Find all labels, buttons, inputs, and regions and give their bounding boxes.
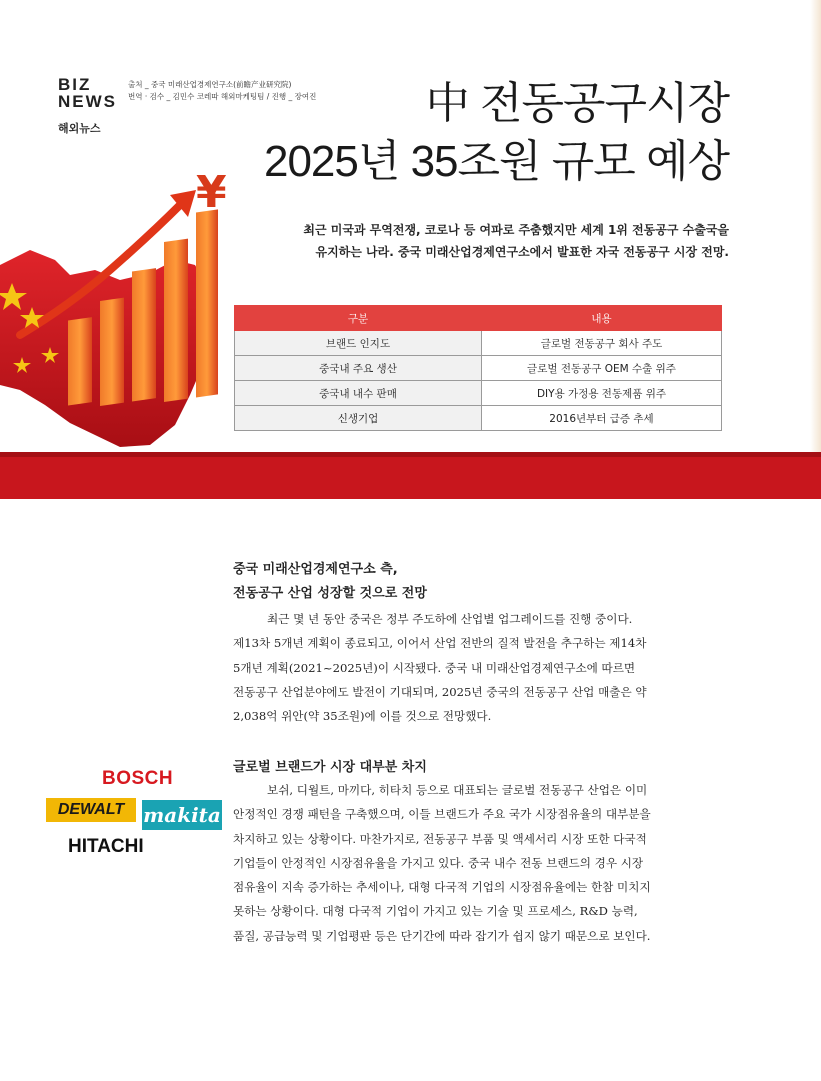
growth-bar-3 — [132, 268, 156, 401]
table-cell: 중국내 주요 생산 — [235, 356, 482, 381]
biz-label: BIZ — [58, 75, 92, 94]
body-line: 품질, 공급능력 및 기업평판 등은 단기간에 따라 잡기가 쉽지 않기 때문으로 보인다. — [233, 928, 651, 943]
headline-line1: 中 전동공구시장 — [425, 79, 729, 128]
credit-source: 출처 _ 중국 미래산업경제연구소(前瞻产业研究院) — [128, 80, 292, 89]
red-divider-band — [0, 452, 821, 499]
table-header-category: 구분 — [235, 306, 482, 331]
body-line: 제13차 5개년 계획이 종료되고, 이어서 산업 전반의 질적 발전을 추구하는 제14차 — [233, 636, 647, 651]
body-line: 보쉬, 디월트, 마끼다, 히타치 등으로 대표되는 글로벌 전동공구 산업은 이미 — [267, 783, 648, 797]
body-line: 2,038억 위안(약 35조원)에 이를 것으로 전망했다. — [233, 709, 492, 724]
page-edge-shade — [810, 0, 821, 452]
bosch-logo: BOSCH — [102, 768, 174, 789]
section1-heading-line1: 중국 미래산업경제연구소 측, — [233, 562, 398, 577]
table-cell: 브랜드 인지도 — [235, 331, 482, 356]
table-row — [235, 356, 722, 381]
china-growth-illustration — [0, 165, 232, 465]
table-row — [235, 406, 722, 431]
growth-bar-5 — [196, 209, 218, 397]
table-row — [235, 381, 722, 406]
headline-line2: 2025년 35조원 규모 예상 — [263, 137, 729, 186]
body-line: 기업들이 안정적인 시장점유율을 가지고 있다. 중국 내수 전동 브랜드의 경우 시장 — [233, 855, 644, 870]
body-line: 못하는 상황이다. 대형 다국적 기업이 가지고 있는 기술 및 프로세스, R&D 능력, — [233, 904, 638, 919]
body-line: 최근 몇 년 동안 중국은 정부 주도하에 산업별 업그레이드를 진행 중이다. — [267, 612, 633, 626]
section2-heading: 글로벌 브랜드가 시장 대부분 차지 — [233, 760, 427, 775]
table-cell: 2016년부터 급증 추세 — [482, 406, 722, 431]
body-line: 5개년 계획(2021~2025년)이 시작됐다. 중국 내 미래산업경제연구소에 따르면 — [233, 660, 636, 675]
dewalt-logo: DEWALT — [46, 798, 136, 822]
table-cell: 글로벌 전동공구 OEM 수출 위주 — [482, 356, 722, 381]
summary-table — [234, 305, 722, 431]
table-cell: 신생기업 — [235, 406, 482, 431]
lead-line2: 유지하는 나라. 중국 미래산업경제연구소에서 발표한 자국 전동공구 시장 전망. — [315, 245, 729, 259]
section1-body — [233, 607, 713, 728]
body-line: 전동공구 산업분야에도 발전이 기대되며, 2025년 중국의 전동공구 산업 매출은 약 — [233, 684, 647, 699]
table-cell: 중국내 내수 판매 — [235, 381, 482, 406]
section2-body — [233, 778, 713, 948]
table-header-row — [235, 306, 722, 331]
table-cell: 글로벌 전동공구 회사 주도 — [482, 331, 722, 356]
growth-bar-1 — [68, 317, 92, 405]
news-label: NEWS — [58, 92, 117, 111]
lead-line1: 최근 미국과 무역전쟁, 코로나 등 여파로 주춤했지만 세계 1위 전동공구 수출국을 — [303, 223, 729, 237]
growth-bar-2 — [100, 298, 124, 406]
table-cell: DIY용 가정용 전동제품 위주 — [482, 381, 722, 406]
body-line: 점유율이 지속 증가하는 추세이나, 대형 다국적 기업의 시장점유율에는 한참 미치지 — [233, 880, 651, 895]
red-band-shadow — [0, 452, 821, 457]
section-label: 해외뉴스 — [58, 122, 101, 135]
credit-translator: 번역 · 검수 _ 김민수 코레따 해외마케팅팀 / 진행 _ 장여진 — [128, 92, 317, 101]
makita-logo: makita — [142, 800, 222, 830]
yuan-icon: ¥ — [196, 167, 227, 218]
section1-heading-line2: 전동공구 산업 성장할 것으로 전망 — [233, 586, 427, 601]
body-line: 차지하고 있는 상황이다. 마찬가지로, 전동공구 부품 및 액세서리 시장 또한 다국적 — [233, 831, 647, 846]
table-row — [235, 331, 722, 356]
growth-bar-4 — [164, 239, 188, 402]
table-header-content: 내용 — [482, 306, 722, 331]
body-line: 안정적인 경쟁 패턴을 구축했으며, 이들 브랜드가 주요 국가 시장점유율의 대부분을 — [233, 807, 651, 822]
hitachi-logo: HITACHI — [68, 836, 144, 857]
